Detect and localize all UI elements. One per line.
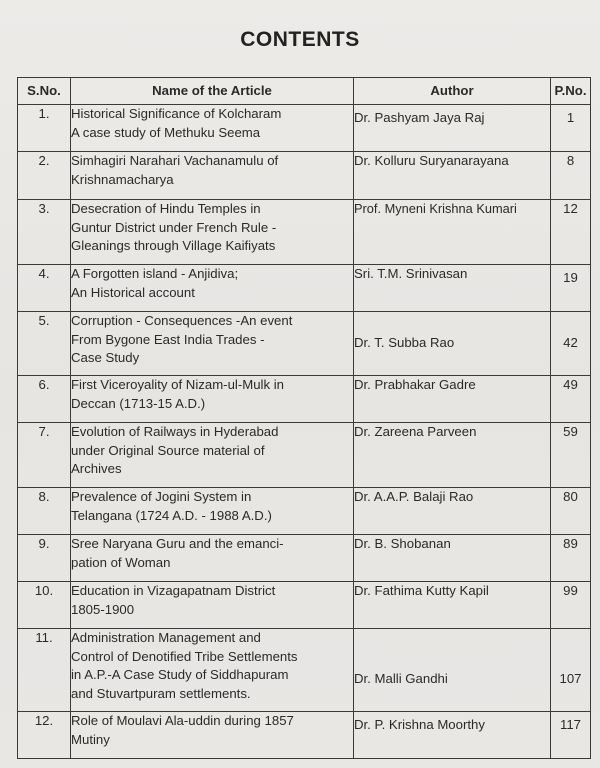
header-author: Author [354,78,551,105]
article-line: Role of Moulavi Ala-uddin during 1857 [71,713,294,728]
row-article [71,312,354,376]
row-pno: 117 [551,712,591,759]
article-line: Mutiny [71,731,110,747]
row-pno: 107 [551,629,591,712]
row-sno: 6. [18,376,71,423]
row-pno: 42 [551,312,591,376]
article-line: Control of Denotified Tribe Settlements [71,648,298,664]
row-author: Dr. A.A.P. Balaji Rao [354,488,551,535]
row-pno: 59 [551,423,591,488]
article-line: Telangana (1724 A.D. - 1988 A.D.) [71,507,272,523]
row-pno: 99 [551,582,591,629]
table-row [18,376,591,423]
row-sno: 4. [18,265,71,312]
contents-table [17,77,591,759]
article-line: Deccan (1713-15 A.D.) [71,395,206,411]
article-line: Historical Significance of Kolcharam [71,106,282,121]
table-row [18,312,591,376]
row-sno: 1. [18,105,71,152]
row-author: Dr. Zareena Parveen [354,423,551,488]
row-pno: 49 [551,376,591,423]
row-pno: 19 [551,265,591,312]
article-line: A case study of Methuku Seema [71,124,261,140]
article-line: Corruption - Consequences -An event [71,313,293,328]
row-sno: 9. [18,535,71,582]
row-author: Prof. Myneni Krishna Kumari [354,200,551,265]
table-row [18,712,591,759]
row-author: Dr. Malli Gandhi [354,629,551,712]
article-line: Desecration of Hindu Temples in [71,201,261,216]
row-sno: 8. [18,488,71,535]
row-pno: 80 [551,488,591,535]
row-article [71,582,354,629]
article-line: Gleanings through Village Kaifiyats [71,238,276,253]
article-line: in A.P.-A Case Study of Siddhapuram [71,667,289,682]
article-line: Krishnamacharya [71,171,174,187]
article-line: 1805-1900 [71,601,135,617]
article-line: Education in Vizagapatnam District [71,583,276,598]
row-author: Dr. Kolluru Suryanarayana [354,152,551,200]
row-sno: 7. [18,423,71,488]
table-row [18,535,591,582]
row-author: Dr. P. Krishna Moorthy [354,712,551,759]
row-article [71,200,354,265]
row-article [71,376,354,423]
table-row [18,265,591,312]
header-row [18,78,591,105]
row-author: Sri. T.M. Srinivasan [354,265,551,312]
article-line: Administration Management and [71,630,261,645]
row-pno: 12 [551,200,591,265]
row-sno: 10. [18,582,71,629]
table-row [18,629,591,712]
article-line: Simhagiri Narahari Vachanamulu of [71,153,279,168]
row-article [71,535,354,582]
article-line: Evolution of Railways in Hyderabad [71,424,279,439]
article-line: First Viceroyality of Nizam-ul-Mulk in [71,377,284,392]
table-row [18,152,591,200]
header-sno: S.No. [18,78,71,105]
table-row [18,423,591,488]
table-row [18,488,591,535]
article-line: under Original Source material of [71,442,265,458]
row-sno: 2. [18,152,71,200]
row-article [71,712,354,759]
row-article [71,488,354,535]
row-pno: 89 [551,535,591,582]
article-line: Sree Naryana Guru and the emanci- [71,536,284,551]
row-author: Dr. Pashyam Jaya Raj [354,105,551,152]
article-line: An Historical account [71,284,195,300]
row-article [71,265,354,312]
table-row [18,582,591,629]
row-sno: 5. [18,312,71,376]
row-sno: 11. [18,629,71,712]
table-row [18,105,591,152]
row-sno: 12. [18,712,71,759]
article-line: and Stuvartpuram settlements. [71,685,251,701]
article-line: Archives [71,461,122,476]
row-article [71,423,354,488]
row-author: Dr. B. Shobanan [354,535,551,582]
row-pno: 1 [551,105,591,152]
page-title: CONTENTS [240,28,360,51]
row-author: Dr. Fathima Kutty Kapil [354,582,551,629]
header-pno: P.No. [551,78,591,105]
article-line: pation of Woman [71,554,171,570]
row-author: Dr. T. Subba Rao [354,312,551,376]
article-line: Prevalence of Jogini System in [71,489,252,504]
table-row [18,200,591,265]
row-author: Dr. Prabhakar Gadre [354,376,551,423]
row-pno: 8 [551,152,591,200]
row-sno: 3. [18,200,71,265]
header-article: Name of the Article [71,78,354,105]
row-article [71,629,354,712]
article-line: A Forgotten island - Anjidiva; [71,266,239,281]
article-line: From Bygone East India Trades - [71,331,265,347]
article-line: Guntur District under French Rule - [71,219,277,235]
article-line: Case Study [71,350,140,365]
row-article [71,152,354,200]
row-article [71,105,354,152]
